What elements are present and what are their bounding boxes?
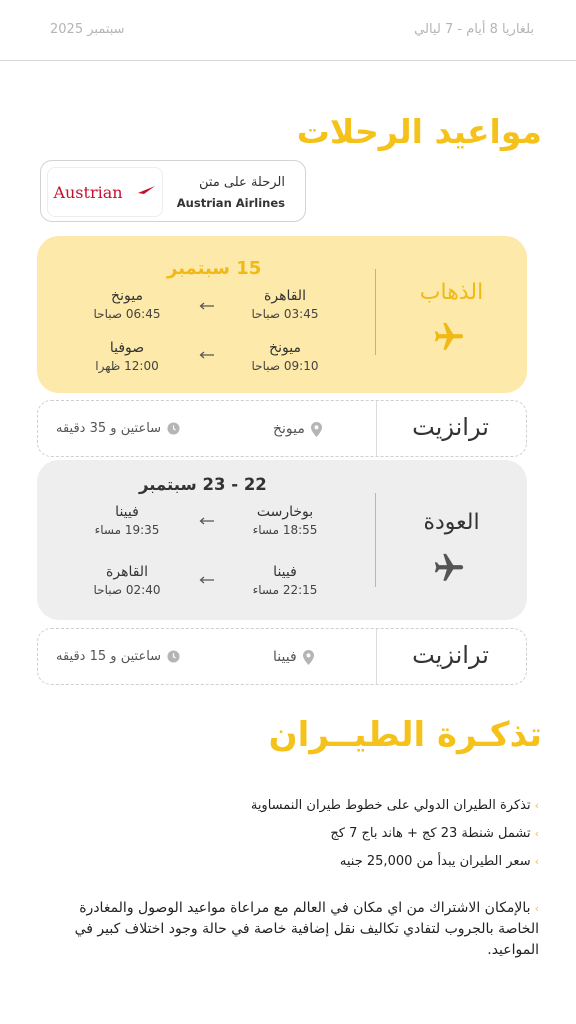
city-name: القاهرة (106, 564, 148, 580)
arrow-left-icon (199, 576, 215, 584)
transit-duration (56, 649, 180, 664)
duration-text: ساعتين و 35 دقيقه (56, 421, 162, 436)
list-item-text: تذكرة الطيران الدولي على خطوط طيران النمساوية (250, 798, 531, 813)
transit-munich (37, 400, 527, 457)
city-name: ميونخ (111, 288, 143, 304)
flight-time: 22:15 مساء (252, 583, 318, 597)
booking-note (34, 898, 539, 961)
place-text: فيينا (273, 649, 297, 665)
outbound-flights (37, 236, 527, 393)
airplane-icon (432, 551, 466, 585)
chevron-bullet-icon: › (534, 827, 539, 840)
outbound-label: الذهاب (419, 280, 484, 305)
flight-time: 06:45 صباحا (93, 307, 161, 321)
flight-time: 03:45 صباحا (251, 307, 319, 321)
city-name: ميونخ (269, 340, 301, 356)
transit-duration (56, 421, 180, 436)
return-flights (37, 460, 527, 620)
trip-summary: بلغاريا 8 أيام - 7 ليالي (414, 22, 534, 37)
city-name: بوخارست (256, 504, 314, 520)
flight-time: 19:35 مساء (94, 523, 160, 537)
outbound-leg2-to (72, 340, 182, 373)
list-item-text: سعر الطيران يبدأ من 25,000 جنيه (339, 854, 531, 869)
return-date: 22 - 23 سبتمبر (139, 475, 267, 494)
location-pin-icon (311, 422, 322, 437)
chevron-bullet-icon: › (534, 855, 539, 868)
transit-label: ترانزيت (412, 413, 489, 441)
return-leg2-to (72, 564, 182, 597)
ticket-points (109, 792, 539, 876)
outbound-date: 15 سبتمبر (167, 258, 262, 279)
outbound-leg2-from (230, 340, 340, 373)
chevron-bullet-icon: › (534, 799, 539, 812)
arrow-left-icon (199, 302, 215, 310)
outbound-leg1-from (230, 288, 340, 321)
city-name: فيينا (273, 564, 297, 580)
list-item (109, 792, 539, 820)
city-name: صوفيا (109, 340, 145, 356)
onboard-text: الرحلة على متن (199, 175, 285, 190)
trip-month: سبتمبر 2025 (50, 22, 125, 37)
airplane-icon (432, 320, 466, 354)
arrow-left-icon (199, 351, 215, 359)
outbound-leg1-to (72, 288, 182, 321)
transit-vienna (37, 628, 527, 685)
duration-text: ساعتين و 15 دقيقه (56, 649, 162, 664)
flights-title: مواعيد الرحلات (296, 112, 542, 151)
airline-name: Austrian Airlines (176, 196, 285, 210)
airline-card (40, 160, 306, 222)
place-text: ميونخ (273, 421, 305, 437)
flight-time: 18:55 مساء (252, 523, 318, 537)
city-name: فيينا (115, 504, 139, 520)
list-item-text: تشمل شنطة 23 كج + هاند باج 7 كج (330, 826, 531, 841)
note-text: بالإمكان الاشتراك من اي مكان في العالم مع مراعاة مواعيد الوصول والمغادرة الخاصة بالجروب لتفادي تكاليف نقل إضافية خاصة في حالة وجود اختلاف كبير في المواعيد. (74, 900, 539, 958)
chevron-bullet-icon: › (534, 902, 539, 915)
divider (375, 493, 376, 587)
return-leg1-to (72, 504, 182, 537)
clock-icon (167, 650, 180, 663)
transit-label: ترانزيت (412, 641, 489, 669)
return-leg2-from (230, 564, 340, 597)
flight-time: 12:00 ظهرا (95, 359, 159, 373)
return-leg1-from (230, 504, 340, 537)
flight-time: 02:40 صباحا (93, 583, 161, 597)
transit-place (273, 421, 322, 437)
transit-place (273, 649, 314, 665)
ticket-title: تذكـرة الطيــران (268, 715, 542, 755)
location-pin-icon (303, 650, 314, 665)
arrow-left-icon (199, 517, 215, 525)
flight-time: 09:10 صباحا (251, 359, 319, 373)
top-bar (0, 0, 576, 61)
clock-icon (167, 422, 180, 435)
list-item (109, 848, 539, 876)
logo-wordmark: Austrian (53, 182, 123, 202)
austrian-airlines-logo (47, 167, 163, 217)
city-name: القاهرة (264, 288, 306, 304)
logo-arrow-icon (127, 185, 157, 199)
list-item (109, 820, 539, 848)
return-label: العودة (423, 510, 480, 535)
